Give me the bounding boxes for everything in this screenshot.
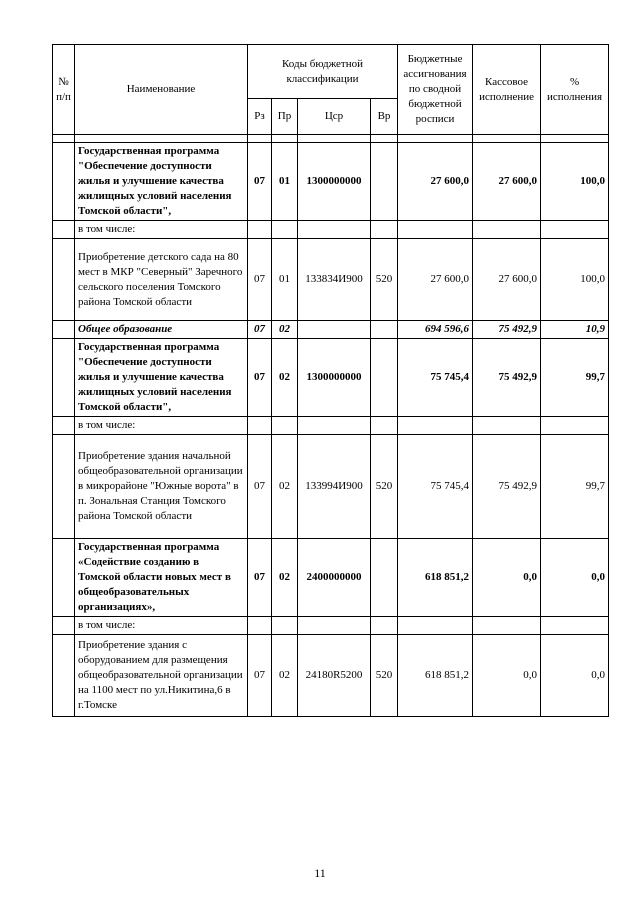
row-name: в том числе: — [75, 417, 248, 435]
row-pct: 0,0 — [541, 635, 609, 717]
row-name: в том числе: — [75, 617, 248, 635]
row-name: Государственная программа "Обеспечение доступности жилья и улучшение качества жилищных условий населения Томской области", — [75, 339, 248, 417]
row-pr: 02 — [272, 339, 298, 417]
row-pct: 99,7 — [541, 435, 609, 539]
row-assign: 27 600,0 — [398, 239, 473, 321]
row-csr — [298, 221, 371, 239]
row-pct — [541, 417, 609, 435]
row-cash: 0,0 — [473, 635, 541, 717]
row-name: Приобретение здания начальной общеобразовательной организации в микрорайоне "Южные ворота" в п. Зональная Станция Томского района Томской области — [75, 435, 248, 539]
table-row — [53, 239, 609, 321]
row-csr: 133994И900 — [298, 435, 371, 539]
row-assign: 618 851,2 — [398, 635, 473, 717]
row-vr — [371, 143, 398, 221]
row-rz: 07 — [248, 143, 272, 221]
row-vr — [371, 339, 398, 417]
row-rz: 07 — [248, 321, 272, 339]
row-rz — [248, 221, 272, 239]
row-csr — [298, 321, 371, 339]
row-name: Государственная программа "Обеспечение доступности жилья и улучшение качества жилищных условий населения Томской области", — [75, 143, 248, 221]
row-pr: 01 — [272, 143, 298, 221]
row-csr: 24180R5200 — [298, 635, 371, 717]
row-assign — [398, 417, 473, 435]
header-assign: Бюджетные ассигнования по сводной бюджетной росписи — [398, 45, 473, 135]
row-assign: 75 745,4 — [398, 435, 473, 539]
row-vr — [371, 321, 398, 339]
row-pct: 100,0 — [541, 239, 609, 321]
table-row — [53, 417, 609, 435]
row-csr: 1300000000 — [298, 339, 371, 417]
row-name: в том числе: — [75, 221, 248, 239]
row-pr: 02 — [272, 635, 298, 717]
row-pr — [272, 221, 298, 239]
row-pct: 99,7 — [541, 339, 609, 417]
header-pct: % исполнения — [541, 45, 609, 135]
row-csr — [298, 617, 371, 635]
page-number: 11 — [314, 866, 326, 880]
row-vr — [371, 417, 398, 435]
row-csr: 133834И900 — [298, 239, 371, 321]
row-rz: 07 — [248, 539, 272, 617]
row-name: Приобретение детского сада на 80 мест в МКР "Северный" Заречного сельского поселения Томского района Томской области — [75, 239, 248, 321]
table-row — [53, 635, 609, 717]
row-pr: 02 — [272, 435, 298, 539]
row-vr: 520 — [371, 635, 398, 717]
row-vr: 520 — [371, 435, 398, 539]
row-vr — [371, 221, 398, 239]
row-assign: 694 596,6 — [398, 321, 473, 339]
row-assign: 75 745,4 — [398, 339, 473, 417]
row-assign — [398, 221, 473, 239]
row-vr — [371, 539, 398, 617]
table-row — [53, 143, 609, 221]
row-assign: 27 600,0 — [398, 143, 473, 221]
row-name: Государственная программа «Содействие созданию в Томской области новых мест в общеобразовательных организациях», — [75, 539, 248, 617]
row-cash: 0,0 — [473, 539, 541, 617]
header-vr: Вр — [371, 99, 398, 135]
row-pct — [541, 617, 609, 635]
row-pr: 02 — [272, 539, 298, 617]
row-rz: 07 — [248, 635, 272, 717]
row-name: Приобретение здания с оборудованием для размещения общеобразовательной организации на 1100 мест по ул.Никитина,6 в г.Томске — [75, 635, 248, 717]
budget-table — [52, 44, 609, 717]
table-row — [53, 321, 609, 339]
row-rz: 07 — [248, 239, 272, 321]
header-rz: Рз — [248, 99, 272, 135]
row-cash: 75 492,9 — [473, 339, 541, 417]
row-pr: 02 — [272, 321, 298, 339]
row-vr: 520 — [371, 239, 398, 321]
row-pct: 10,9 — [541, 321, 609, 339]
row-name: Общее образование — [75, 321, 248, 339]
header-csr: Цср — [298, 99, 371, 135]
row-rz: 07 — [248, 339, 272, 417]
row-rz — [248, 417, 272, 435]
row-cash: 75 492,9 — [473, 435, 541, 539]
row-vr — [371, 617, 398, 635]
header-name: Наименование — [75, 45, 248, 135]
row-assign — [398, 617, 473, 635]
header-codes: Коды бюджетной классификации — [248, 45, 398, 99]
header-pr: Пр — [272, 99, 298, 135]
row-pr: 01 — [272, 239, 298, 321]
row-cash — [473, 617, 541, 635]
table-row — [53, 617, 609, 635]
row-assign: 618 851,2 — [398, 539, 473, 617]
row-csr: 1300000000 — [298, 143, 371, 221]
header-cash: Кассовое исполнение — [473, 45, 541, 135]
row-pct: 100,0 — [541, 143, 609, 221]
row-cash: 27 600,0 — [473, 239, 541, 321]
row-pct: 0,0 — [541, 539, 609, 617]
table-row — [53, 435, 609, 539]
header-num: № п/п — [53, 45, 75, 135]
row-pct — [541, 221, 609, 239]
row-cash: 27 600,0 — [473, 143, 541, 221]
spacer-row — [53, 135, 609, 143]
row-pr — [272, 617, 298, 635]
row-cash — [473, 417, 541, 435]
table-row — [53, 339, 609, 417]
header-row — [53, 45, 609, 99]
row-rz — [248, 617, 272, 635]
row-rz: 07 — [248, 435, 272, 539]
row-pr — [272, 417, 298, 435]
table-row — [53, 539, 609, 617]
row-csr: 2400000000 — [298, 539, 371, 617]
row-csr — [298, 417, 371, 435]
row-cash: 75 492,9 — [473, 321, 541, 339]
table-row — [53, 221, 609, 239]
row-cash — [473, 221, 541, 239]
